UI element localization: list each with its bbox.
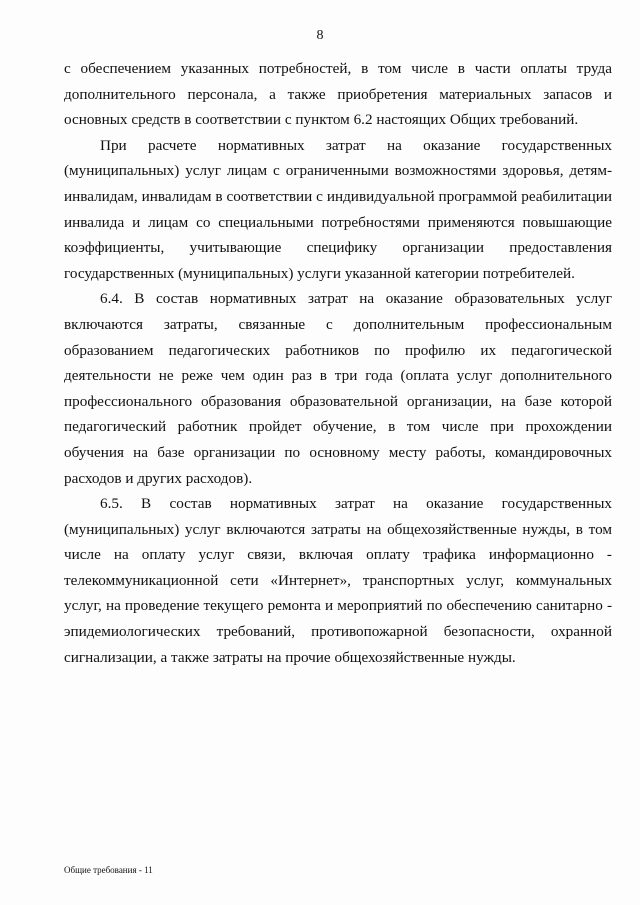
page-footer: Общие требования - 11 xyxy=(64,865,153,875)
paragraph-6-4: 6.4. В состав нормативных затрат на оказание образовательных услуг включаются затраты, связанные с дополнительным профессиональным образованием педагогических работников по профилю их педагогической деятельности не реже чем один раз в три года (оплата услуг дополнительного профессионального образования образовательной организации, на базе которой педагогический работник пройдет обучение, в том числе при прохождении обучения на базе организации по основному месту работы, командировочных расходов и других расходов). xyxy=(64,290,612,487)
paragraph-continuation: с обеспечением указанных потребностей, в том числе в части оплаты труда дополнительного персонала, а также приобретения материальных запасов и основных средств в соответствии с пунктом 6.2 настоящих Общих требований. xyxy=(64,60,612,129)
document-body xyxy=(64,56,612,670)
page-number: 8 xyxy=(316,28,324,43)
paragraph-6-5: 6.5. В состав нормативных затрат на оказание государственных (муниципальных) услуг включаются затраты на общехозяйственные нужды, в том числе на оплату услуг связи, включая оплату трафика информационно - телекоммуникационной сети «Интернет», транспортных услуг, коммунальных услуг, на проведение текущего ремонта и мероприятий по обеспечению санитарно - эпидемиологических требований, противопожарной безопасности, охранной сигнализации, а также затраты на прочие общехозяйственные нужды. xyxy=(64,495,612,666)
paragraph-coefficients: При расчете нормативных затрат на оказание государственных (муниципальных) услуг лицам с ограниченными возможностями здоровья, детям-инвалидам, инвалидам в соответствии с индивидуальной программой реабилитации инвалида и лицам со специальными потребностями применяются повышающие коэффициенты, учитывающие специфику организации предоставления государственных (муниципальных) услуги указанной категории потребителей. xyxy=(64,136,612,282)
